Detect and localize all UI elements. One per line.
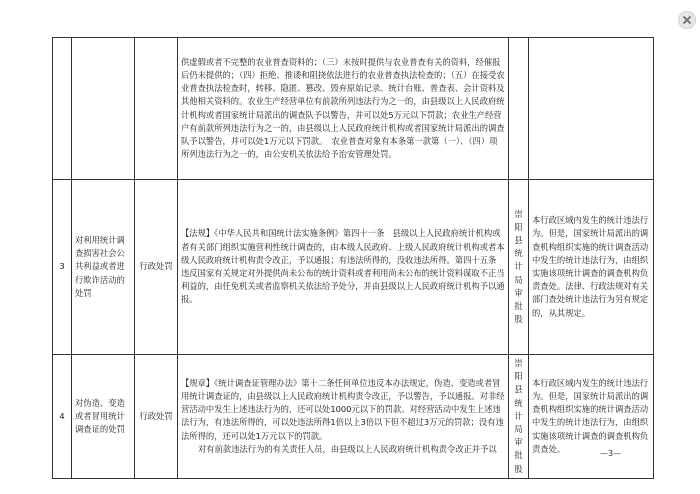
page-number: —3— (600, 449, 622, 458)
item-category: 行政处罚 (135, 355, 178, 479)
scope-note (529, 38, 654, 180)
legal-basis-paragraph: 对有前款违法行为的有关责任人员，由县级以上人民政府统计机构责令改正并予以 (198, 443, 497, 454)
row-number: 3 (53, 180, 72, 355)
table-row (53, 180, 654, 355)
item-category: 行政处罚 (135, 180, 178, 355)
table-row (53, 38, 654, 180)
item-title: 对伪造、变造或者冒用统计调查证的处罚 (72, 355, 135, 479)
item-category (135, 38, 178, 180)
item-title: 对利用统计调查损害社会公共利益或者进行欺诈活动的处罚 (72, 180, 135, 355)
legal-basis (178, 38, 509, 180)
responsible-unit: 崇阳县统计局审批股 (509, 180, 529, 355)
scope-note: 本行政区域内发生的统计违法行为。但是，国家统计局派出的调查机构组织实施的统计调查活动中发生的统计违法行为，由组织实施该项统计调查的调查机构负责查处。 (529, 355, 654, 479)
legal-basis (178, 180, 509, 355)
legal-basis (178, 355, 509, 479)
table-row (53, 355, 654, 479)
responsible-unit (509, 38, 529, 180)
item-title (72, 38, 135, 180)
close-icon[interactable] (678, 11, 696, 29)
penalty-table (52, 37, 654, 479)
legal-basis-paragraph: 供虚假或者不完整的农业普查资料的；（三）未按时提供与农业普查有关的资料，经催报后仍未提供的；（四）拒绝、推诿和阻挠依法进行的农业普查执法检查的；（五）在接受农业普查执法检查时，转移、隐匿、篡改、毁弃原始记录、统计台账、普查表、会计资料及其他相关资料的。农业生产经营单位有前款所列违法行为之一的，由县级以上人民政府统计机构或者国家统计局派出的调查队予以警告，并可以处5万元以下罚款；农业生产经营户有前款所列违法行为之一的，由县级以上人民政府统计机构或者国家统计局派出的调查队予以警告，并可以处1万元以下罚款。 农业普查对象有本条第一款第（一）、（四）项所列违法行为之一的，由公安机关依法给予治安管理处罚。 (181, 56, 505, 160)
row-number: 4 (53, 355, 72, 479)
scope-note: 本行政区域内发生的统计违法行为。但是，国家统计局派出的调查机构组织实施的统计调查活动中发生的统计违法行为，由组织实施该项统计调查的调查机构负责查处。法律、行政法规对有关部门查处统计违法行为另有规定的，从其规定。 (529, 180, 654, 355)
legal-basis-paragraph: 【规章】《统计调查证管理办法》第十二条任何单位违反本办法规定，伪造、变造或者冒用统计调查证的，由县级以上人民政府统计机构责令改正，予以警告，予以通报。对非经营活动中发生上述违法行为的，还可以处1000元以下的罚款。对经营活动中发生上述违法行为，有违法所得的，可以处违法所得1倍以上3倍以下但不超过3万元的罚款；没有违法所得的，还可以处1万元以下的罚款。 (181, 377, 505, 441)
responsible-unit: 崇阳县统计局审批股 (509, 355, 529, 479)
row-number (53, 38, 72, 180)
legal-basis-paragraph: 【法规】《中华人民共和国统计法实施条例》第四十一条 县级以上人民政府统计机构或者有关部门组织实施营利性统计调查的，由本级人民政府、上级人民政府统计机构或者本级人民政府统计机构责令改正，予以通报；有违法所得的，没收违法所得。第四十五条 违反国家有关规定对外提供尚未公布的统计资料或者利用尚未公布的统计资料谋取不正当利益的，由任免机关或者监察机关依法给予处分，并由县级以上人民政府统计机构予以通报。 (181, 228, 505, 305)
